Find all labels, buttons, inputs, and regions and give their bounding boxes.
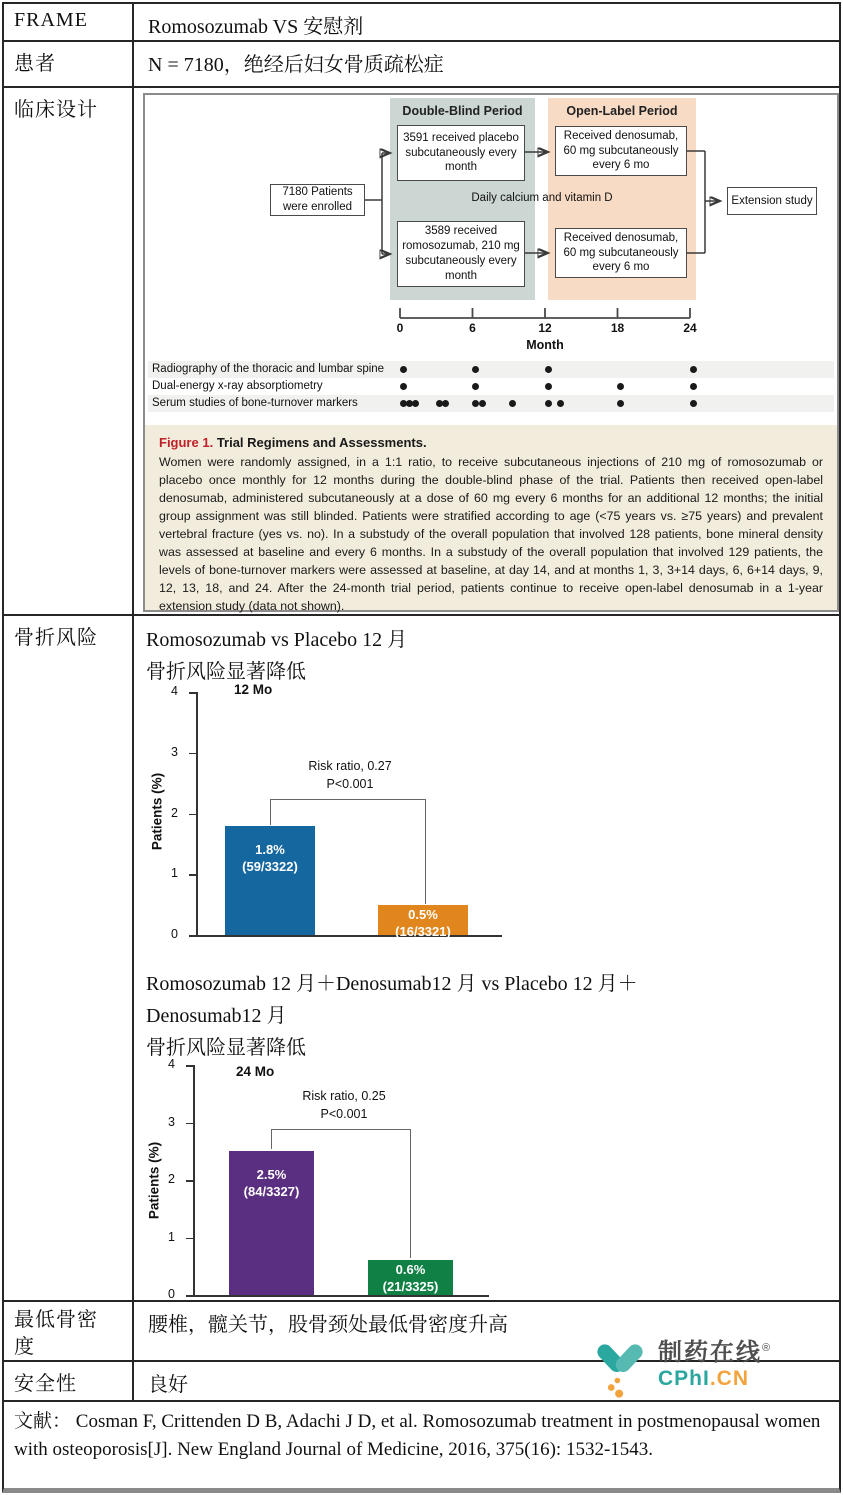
chart-y-axis-label: Patients (%): [146, 1141, 162, 1220]
denosumab-box-top: Received denosumab, 60 mg subcutaneously every 6 mo: [555, 126, 687, 176]
assessment-row: [148, 361, 834, 378]
chart2-heading-line1: Romosozumab 12 月＋Denosumab12 月 vs Placebo 12 月＋: [146, 973, 638, 995]
month-tick-label: 0: [396, 321, 404, 335]
bracket-horizontal: [270, 799, 426, 800]
figure-number: Figure 1.: [159, 435, 214, 450]
assessment-dot: [412, 400, 419, 407]
logo-dot: [608, 1384, 615, 1391]
chart-title: 24 Mo: [236, 1064, 275, 1079]
row-label-bmd: 最低骨密度: [4, 1300, 132, 1360]
month-axis-label: Month: [526, 338, 564, 352]
row-label-fracture-risk: 骨折风险: [4, 614, 132, 1300]
logo-brand-en: CPhI.CN: [658, 1367, 750, 1391]
chart2-heading-line2: Denosumab12 月: [146, 1005, 287, 1027]
chart2-heading-line3: 骨折风险显著降低: [146, 1037, 306, 1059]
y-tick-label: 1: [171, 866, 178, 881]
bracket-right: [425, 799, 426, 904]
assessment-dot: [545, 400, 552, 407]
y-tick-mark: [186, 1065, 193, 1067]
bar-label-count: (16/3321): [395, 923, 451, 939]
y-tick-label: 1: [168, 1229, 175, 1244]
y-tick-label: 2: [171, 805, 178, 820]
y-tick-mark: [189, 692, 196, 694]
row-label-design: 临床设计: [4, 86, 132, 614]
bar-label: [378, 907, 468, 941]
chart-title: 12 Mo: [234, 682, 273, 697]
assessment-dot: [545, 383, 552, 390]
p-value-line: P<0.001: [320, 1106, 368, 1121]
row-label-patients: 患者: [4, 40, 132, 86]
assessment-dot: [472, 383, 479, 390]
bar-chart-12mo: [134, 682, 534, 964]
bar-label-percent: 2.5%: [256, 1167, 287, 1182]
assessment-dot: [400, 366, 407, 373]
month-tick-label: 6: [469, 321, 476, 335]
assessment-dot: [479, 400, 486, 407]
summary-table: [2, 2, 841, 1493]
assessment-dot: [400, 383, 407, 390]
assessment-dot: [690, 400, 697, 407]
registered-mark: ®: [762, 1342, 773, 1354]
bar: [229, 1151, 314, 1295]
risk-ratio-line: Risk ratio, 0.25: [302, 1089, 386, 1103]
bar-chart-24mo: [134, 1057, 534, 1302]
y-axis-line: [196, 692, 198, 935]
assessment-label: Serum studies of bone-turnover markers: [152, 397, 358, 409]
assessment-dot: [557, 400, 564, 407]
patients-value: N = 7180，绝经后妇女骨质疏松症: [132, 40, 839, 86]
bracket-right: [410, 1129, 411, 1258]
chart1-heading: [146, 624, 407, 688]
y-tick-label: 0: [168, 1287, 175, 1301]
calcium-note: Daily calcium and vitamin D: [471, 192, 613, 204]
logo-dot: [615, 1378, 621, 1384]
assessment-row: [148, 378, 834, 395]
y-tick-mark: [186, 1123, 193, 1125]
double-blind-header: Double-Blind Period: [402, 104, 523, 118]
figure-caption-body: Women were randomly assigned, in a 1:1 ratio, to receive subcutaneous injections of 210 mg of romosozumab or placebo once monthly for 12 months during the double-blind phase of the trial. Patients then received open-label denosumab, administered subcutaneously at a dose of 60 mg every 6 months for an additional 12 months; the initial group assignment was still blinded. Patients were stratified according to age (<75 years vs. ≥75 years) and prevalent vertebral fracture (yes vs. no). In a substudy of the overall population that involved 128 patients, bone mineral density was assessed at baseline and every 6 months. In a substudy of the overall population that involved 129 patients, the levels of bone-turnover markers were assessed at baseline, at day 14, and at months 1, 3, 3+14 days, 6, 6+14 days, 9, 12, 13, 18, and 24. After the 24-month trial period, patients continue to receive open-label denosumab in a 1-year extension study (data not shown).: [159, 455, 823, 613]
bar-label-percent: 0.6%: [395, 1262, 426, 1277]
figure-caption-title: [159, 435, 823, 450]
assessment-dot: [442, 400, 449, 407]
cphi-logo-text: [658, 1340, 772, 1400]
reference-row: [4, 1400, 839, 1488]
enrolled-box: 7180 Patients were enrolled: [270, 184, 365, 216]
cphi-logo-mark: [592, 1340, 648, 1400]
y-tick-mark: [189, 753, 196, 755]
bracket-horizontal: [271, 1129, 411, 1130]
assessment-label: Dual-energy x-ray absorptiometry: [152, 380, 323, 392]
nejm-figure-1: [143, 93, 839, 612]
chart1-heading-line2: 骨折风险显著降低: [146, 661, 306, 683]
assessment-dot: [617, 400, 624, 407]
denosumab-box-bottom: Received denosumab, 60 mg subcutaneously every 6 mo: [555, 228, 687, 278]
extension-study-box: Extension study: [727, 187, 817, 215]
bar: [378, 905, 468, 939]
month-tick-label: 24: [683, 321, 697, 335]
design-cell: [132, 86, 839, 614]
y-tick-label: 3: [168, 1114, 175, 1129]
row-label-frame: FRAME: [4, 4, 132, 40]
assessment-dot: [690, 366, 697, 373]
assessment-dot: [509, 400, 516, 407]
bar-label: [229, 1167, 314, 1201]
reference-text: Cosman F, Crittenden D B, Adachi J D, et al. Romosozumab treatment in postmenopausal women with osteoporosis[J]. New England Journal of Medicine, 2016, 375(16): 1532-1543.: [14, 1411, 821, 1460]
bar: [225, 826, 315, 935]
risk-ratio-line: Risk ratio, 0.27: [308, 759, 392, 773]
risk-ratio-annotation: [244, 1088, 444, 1123]
y-tick-mark: [186, 1238, 193, 1240]
y-tick-mark: [186, 1295, 193, 1297]
y-tick-mark: [189, 874, 196, 876]
row-label-safety: 安全性: [4, 1360, 132, 1400]
bracket-left: [270, 799, 271, 825]
fracture-risk-cell: [132, 614, 839, 1300]
risk-ratio-annotation: [250, 758, 450, 793]
assessment-label: Radiography of the thoracic and lumbar spine: [152, 363, 385, 375]
y-axis-line: [193, 1065, 195, 1295]
month-tick-label: 12: [538, 321, 552, 335]
romosozumab-box: 3589 received romosozumab, 210 mg subcutaneously every month: [397, 221, 525, 287]
bracket-left: [271, 1129, 272, 1149]
y-tick-label: 0: [171, 927, 178, 941]
y-tick-label: 3: [171, 744, 178, 759]
logo-brand-cn: 制药在线®: [658, 1339, 773, 1366]
figure-title-text: Trial Regimens and Assessments.: [216, 435, 427, 450]
reference-label: 文献：: [14, 1411, 72, 1432]
y-tick-mark: [189, 814, 196, 816]
p-value-line: P<0.001: [326, 776, 374, 791]
y-tick-label: 2: [168, 1172, 175, 1186]
open-label-header: Open-Label Period: [566, 104, 678, 118]
y-tick-mark: [186, 1180, 193, 1182]
bar: [368, 1260, 453, 1295]
assessment-dot: [690, 383, 697, 390]
bar-label-percent: 1.8%: [255, 842, 285, 857]
y-tick-label: 4: [168, 1057, 175, 1071]
y-tick-mark: [189, 935, 196, 937]
assessment-row: [148, 395, 834, 412]
cphi-logo: [592, 1340, 772, 1400]
bar-label-count: (84/3327): [243, 1183, 300, 1199]
assessment-dot: [472, 366, 479, 373]
bar-label-percent: 0.5%: [408, 907, 438, 922]
chart2-heading: [146, 968, 638, 1064]
bar-label-count: (21/3325): [382, 1278, 439, 1294]
month-tick-label: 18: [610, 321, 625, 335]
frame-value: Romosozumab VS 安慰剂: [132, 4, 839, 40]
bar-label: [368, 1262, 453, 1296]
chart-y-axis-label: Patients (%): [149, 772, 165, 851]
assessment-dot: [617, 383, 624, 390]
chart1-heading-line1: Romosozumab vs Placebo 12 月: [146, 629, 408, 651]
bar-label: [225, 842, 315, 876]
assessment-dot: [545, 366, 552, 373]
bmd-value: 腰椎，髋关节，股骨颈处最低骨密度升高: [132, 1300, 839, 1360]
figure-caption: [145, 425, 837, 613]
y-tick-label: 4: [171, 684, 178, 698]
safety-value: 良好: [132, 1360, 839, 1400]
placebo-box: 3591 received placebo subcutaneously every month: [397, 125, 525, 181]
logo-dot: [615, 1390, 623, 1398]
bar-label-count: (59/3322): [242, 858, 298, 874]
